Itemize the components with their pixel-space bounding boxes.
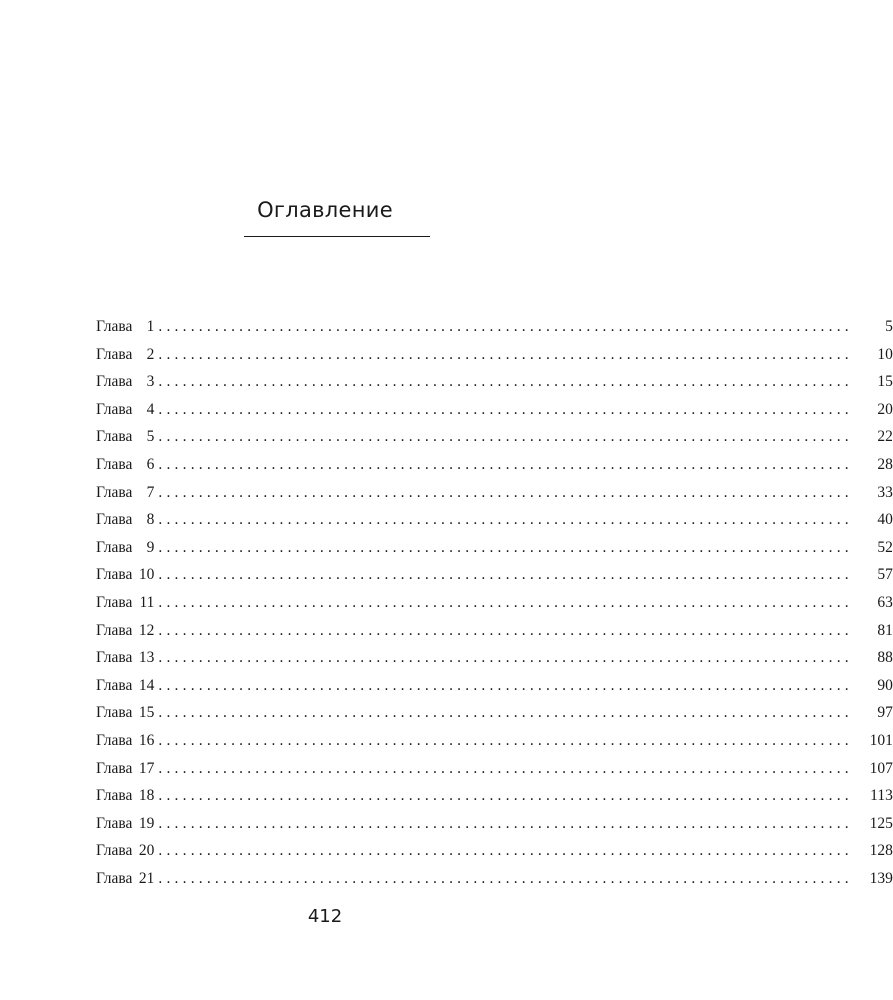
chapter-label: Глава (96, 593, 133, 611)
chapter-number: 19 (138, 814, 155, 832)
chapter-page-number: 10 (877, 345, 893, 363)
toc-entry[interactable] (96, 561, 893, 589)
toc-entry[interactable] (96, 617, 893, 645)
chapter-label: Глава (96, 345, 133, 363)
toc-entry[interactable] (96, 534, 893, 562)
chapter-number: 1 (146, 318, 155, 335)
title-underline (244, 236, 430, 237)
toc-entry[interactable] (96, 479, 893, 507)
chapter-page-number: 5 (885, 318, 893, 335)
dot-leader: ...................................................................................... (158, 731, 853, 749)
dot-leader: ...................................................................................... (158, 400, 853, 418)
chapter-label: Глава (96, 400, 133, 418)
dot-leader: ...................................................................................... (158, 455, 853, 473)
dot-leader: ...................................................................................... (158, 649, 853, 667)
page-title: Оглавление (257, 198, 393, 222)
chapter-number: 20 (138, 842, 155, 860)
chapter-number: 8 (146, 511, 155, 529)
chapter-number: 17 (138, 759, 155, 777)
chapter-number: 4 (146, 400, 155, 418)
table-of-contents (96, 313, 893, 892)
chapter-page-number: 15 (877, 373, 893, 391)
dot-leader: ...................................................................................... (158, 842, 853, 860)
chapter-number: 15 (138, 704, 155, 722)
chapter-page-number: 97 (877, 704, 893, 722)
toc-entry[interactable] (96, 341, 893, 369)
dot-leader: ...................................................................................... (158, 621, 853, 639)
toc-entry[interactable] (96, 313, 893, 341)
chapter-page-number: 139 (869, 869, 893, 887)
chapter-page-number: 101 (869, 731, 893, 749)
chapter-number: 7 (146, 483, 155, 501)
toc-entry[interactable] (96, 506, 893, 534)
toc-entry[interactable] (96, 755, 893, 783)
chapter-label: Глава (96, 731, 133, 749)
chapter-number: 13 (138, 649, 155, 667)
dot-leader: ...................................................................................... (158, 318, 853, 335)
chapter-label: Глава (96, 373, 133, 391)
chapter-label: Глава (96, 455, 133, 473)
dot-leader: ...................................................................................... (158, 538, 853, 556)
chapter-number: 12 (138, 621, 155, 639)
chapter-label: Глава (96, 869, 133, 887)
chapter-number: 10 (138, 566, 155, 584)
chapter-label: Глава (96, 428, 133, 446)
chapter-label: Глава (96, 483, 133, 501)
chapter-page-number: 63 (877, 593, 893, 611)
chapter-label: Глава (96, 676, 133, 694)
dot-leader: ...................................................................................... (158, 759, 853, 777)
chapter-page-number: 20 (877, 400, 893, 418)
toc-entry[interactable] (96, 810, 893, 838)
chapter-number: 6 (146, 455, 155, 473)
chapter-number: 16 (138, 731, 155, 749)
dot-leader: ...................................................................................... (158, 483, 853, 501)
chapter-page-number: 128 (869, 842, 893, 860)
chapter-page-number: 40 (877, 511, 893, 529)
chapter-number: 14 (138, 676, 155, 694)
chapter-label: Глава (96, 621, 133, 639)
dot-leader: ...................................................................................... (158, 593, 853, 611)
chapter-page-number: 33 (877, 483, 893, 501)
chapter-label: Глава (96, 814, 133, 832)
toc-entry[interactable] (96, 644, 893, 672)
chapter-number: 21 (138, 869, 155, 887)
chapter-label: Глава (96, 566, 133, 584)
chapter-label: Глава (96, 704, 133, 722)
dot-leader: ...................................................................................... (158, 373, 853, 391)
toc-entry[interactable] (96, 727, 893, 755)
chapter-number: 9 (146, 538, 155, 556)
chapter-page-number: 52 (877, 538, 893, 556)
toc-entry[interactable] (96, 423, 893, 451)
chapter-label: Глава (96, 842, 133, 860)
chapter-page-number: 22 (877, 428, 893, 446)
toc-entry[interactable] (96, 865, 893, 893)
dot-leader: ...................................................................................... (158, 787, 853, 805)
chapter-number: 11 (139, 593, 155, 611)
chapter-page-number: 28 (877, 455, 893, 473)
chapter-number: 18 (138, 787, 155, 805)
toc-entry[interactable] (96, 782, 893, 810)
chapter-page-number: 107 (869, 759, 893, 777)
chapter-page-number: 113 (870, 787, 893, 805)
toc-entry[interactable] (96, 451, 893, 479)
dot-leader: ...................................................................................... (158, 704, 853, 722)
toc-entry[interactable] (96, 837, 893, 865)
chapter-label: Глава (96, 318, 133, 335)
chapter-page-number: 90 (877, 676, 893, 694)
chapter-label: Глава (96, 759, 133, 777)
chapter-page-number: 125 (869, 814, 893, 832)
chapter-page-number: 81 (877, 621, 893, 639)
chapter-number: 2 (146, 345, 155, 363)
toc-entry[interactable] (96, 672, 893, 700)
page-number: 412 (307, 906, 343, 927)
toc-entry[interactable] (96, 396, 893, 424)
dot-leader: ...................................................................................... (158, 869, 853, 887)
toc-entry[interactable] (96, 368, 893, 396)
dot-leader: ...................................................................................... (158, 345, 853, 363)
chapter-label: Глава (96, 649, 133, 667)
chapter-label: Глава (96, 511, 133, 529)
chapter-number: 3 (146, 373, 155, 391)
dot-leader: ...................................................................................... (158, 676, 853, 694)
toc-entry[interactable] (96, 699, 893, 727)
chapter-label: Глава (96, 787, 133, 805)
dot-leader: ...................................................................................... (158, 566, 853, 584)
toc-entry[interactable] (96, 589, 893, 617)
chapter-number: 5 (146, 428, 155, 446)
dot-leader: ...................................................................................... (158, 511, 853, 529)
chapter-page-number: 57 (877, 566, 893, 584)
chapter-label: Глава (96, 538, 133, 556)
dot-leader: ...................................................................................... (158, 814, 853, 832)
dot-leader: ...................................................................................... (158, 428, 853, 446)
chapter-page-number: 88 (877, 649, 893, 667)
